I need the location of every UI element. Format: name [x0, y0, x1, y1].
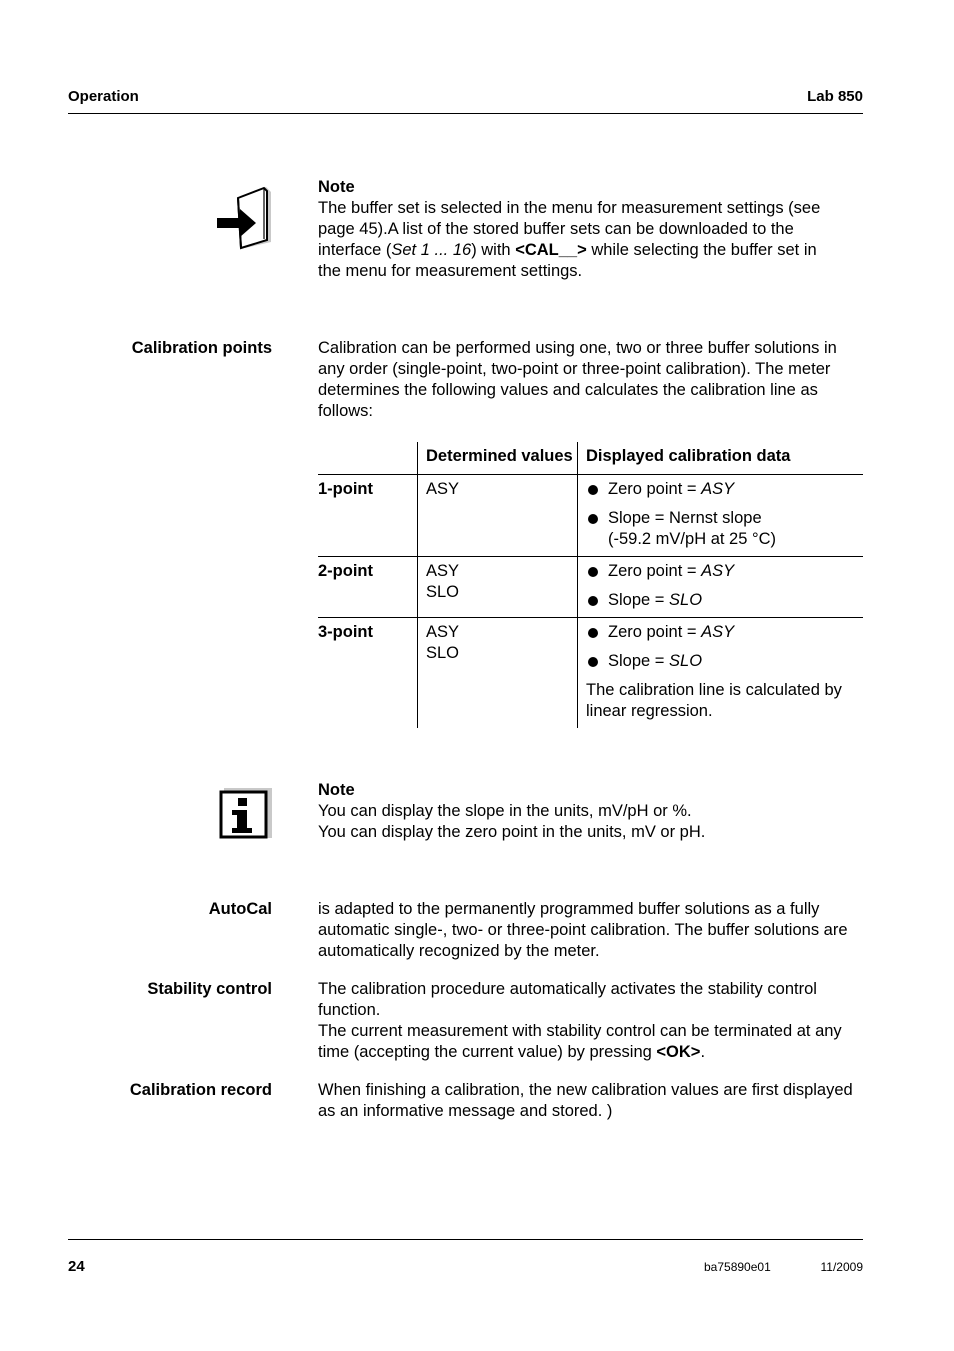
note-1-line-3: [318, 240, 863, 261]
bullet-text: Zero point =: [608, 562, 702, 580]
buffer-set-range: Set 1 ... 16: [391, 241, 472, 259]
table-row: [318, 557, 863, 618]
header-section: Operation: [68, 88, 139, 105]
stability-line-2: [318, 1021, 863, 1063]
bullet-text: Slope =: [608, 591, 670, 609]
calibration-record-label: Calibration record: [129, 1081, 272, 1099]
note-1-line-2: page 45).A list of the stored buffer sets can be downloaded to the: [318, 220, 794, 238]
table-header-displayed: Displayed calibration data: [578, 442, 864, 475]
note-2-title: Note: [318, 781, 355, 799]
note-2-line-1: You can display the slope in the units, mV/pH or %.: [318, 802, 692, 820]
stability-line-1: The calibration procedure automatically activates the stability control function.: [318, 980, 817, 1019]
doc-date: 11/2009: [820, 1260, 863, 1274]
table-header-row: [318, 442, 863, 475]
bullet-value: SLO: [669, 652, 703, 670]
bullet-value: ASY: [701, 562, 735, 580]
autocal-text: is adapted to the permanently programmed buffer solutions as a fully automatic single-, two- or three-point calibration. The buffer solutions are automatically recognized by the meter.: [318, 900, 848, 960]
autocal-label: AutoCal: [208, 900, 272, 918]
list-item: [586, 622, 863, 643]
note-2-line-2: You can display the zero point in the units, mV or pH.: [318, 823, 706, 841]
bullet-icon: [588, 514, 598, 524]
bullet-value: SLO: [669, 591, 703, 609]
footer-rule: [68, 1239, 863, 1240]
calibration-table: [318, 442, 863, 728]
note-1-title: Note: [318, 178, 355, 196]
row-values: ASY SLO: [418, 618, 578, 729]
list-item: [586, 479, 863, 500]
row-extra-text: The calibration line is calculated by linear regression.: [586, 681, 842, 720]
calibration-points-text: Calibration can be performed using one, two or three buffer solutions in any order (single-point, two-point or three-point calibration). The meter determines the following values and calculates the calibration line as follows:: [318, 339, 837, 420]
book-arrow-icon: [214, 184, 274, 250]
row-display: [578, 557, 864, 618]
header-product: Lab 850: [807, 88, 863, 105]
header-rule: [68, 113, 863, 114]
note-2: [318, 780, 863, 843]
bullet-icon: [588, 628, 598, 638]
table-row: [318, 475, 863, 557]
note-1-text-e: while selecting the buffer set in: [586, 241, 817, 259]
note-1-line-4: the menu for measurement settings.: [318, 262, 583, 280]
row-values: ASY SLO: [418, 557, 578, 618]
table-header-empty: [318, 442, 418, 475]
note-1-line-1: The buffer set is selected in the menu for measurement settings (see: [318, 199, 821, 217]
row-display: [578, 475, 864, 557]
bullet-value: ASY: [701, 623, 735, 641]
page-number: 24: [68, 1258, 85, 1275]
row-name: 1-point: [318, 475, 418, 557]
row-values: ASY: [418, 475, 578, 557]
stability-text: The current measurement with stability control can be terminated at any time (accepting the current value) by pressing: [318, 1022, 842, 1061]
table-header-determined: Determined values: [418, 442, 578, 475]
doc-id: ba75890e01: [704, 1260, 771, 1274]
list-item: [586, 590, 863, 611]
stability-control-text: [318, 979, 863, 1063]
stability-period: .: [700, 1043, 706, 1061]
stability-control-label: Stability control: [147, 980, 272, 998]
calibration-points-label: Calibration points: [131, 339, 272, 357]
list-item: [586, 561, 863, 582]
list-item: [586, 651, 863, 672]
bullet-icon: [588, 657, 598, 667]
note-1-text-c: ) with: [471, 241, 516, 259]
row-name: 3-point: [318, 623, 373, 641]
bullet-icon: [588, 596, 598, 606]
list-item: [586, 508, 863, 550]
row-name: 2-point: [318, 557, 418, 618]
bullet-text: Zero point =: [608, 480, 702, 498]
note-1-text-a: interface (: [318, 241, 392, 259]
table-row: [318, 618, 863, 729]
bullet-icon: [588, 485, 598, 495]
bullet-text: Slope = Nernst slope (-59.2 mV/pH at 25 °C): [608, 509, 776, 548]
bullet-text: Slope =: [608, 652, 670, 670]
row-display: [578, 618, 864, 729]
bullet-icon: [588, 567, 598, 577]
calibration-record-text: When finishing a calibration, the new calibration values are first displayed as an informative message and stored. ): [318, 1081, 853, 1120]
bullet-text: Zero point =: [608, 623, 702, 641]
info-icon: [218, 786, 274, 842]
ok-key: <OK>: [656, 1043, 701, 1061]
bullet-value: ASY: [701, 480, 735, 498]
cal-key: <CAL__>: [515, 241, 587, 259]
note-1: [318, 177, 863, 282]
